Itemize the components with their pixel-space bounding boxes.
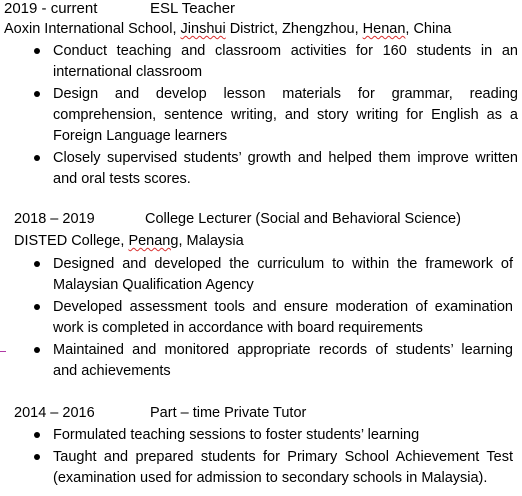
entry-2-bullet-1-line-1: Designed and developed the curriculum to within the framework of	[53, 256, 513, 272]
entry-3-bullet-2-line-1: Taught and prepared students for Primary School Achievement Test	[53, 449, 513, 465]
entry-3-role: Part – time Private Tutor	[150, 405, 307, 421]
bullet-icon	[34, 347, 40, 353]
entry-1-bullet-3-line-2: and oral tests scores.	[53, 171, 191, 187]
bullet-icon	[34, 155, 40, 161]
bullet-icon	[34, 261, 40, 267]
entry-2-bullet-1-line-2: Malaysian Qualification Agency	[53, 277, 254, 293]
entry-1-bullet-3-line-1: Closely supervised students’ growth and helped them improve written	[53, 150, 518, 166]
entry-1-role: ESL Teacher	[150, 0, 236, 17]
bullet-icon	[34, 304, 40, 310]
entry-2-bullet-3-line-2: and achievements	[53, 363, 171, 379]
entry-1-bullet-2-line-3: Foreign Language learners	[53, 128, 228, 144]
entry-2-bullet-2-line-1: Developed assessment tools and ensure moderation of examination	[53, 299, 513, 315]
bullet-icon	[34, 454, 40, 460]
entry-1-bullet-1-line-1: Conduct teaching and classroom activities for 160 students in an	[53, 43, 518, 59]
margin-mark	[0, 351, 6, 352]
entry-1-bullet-2-line-2: comprehension, sentence writing, and story writing for English as a	[53, 107, 518, 123]
entry-1-bullet-1-line-2: international classroom	[53, 64, 203, 80]
bullet-icon	[34, 48, 40, 54]
bullet-icon	[34, 91, 40, 97]
entry-2-bullet-3-line-1: Maintained and monitored appropriate records of students’ learning	[53, 342, 513, 358]
entry-2-period: 2018 – 2019	[14, 211, 95, 227]
entry-3-bullet-2-line-2: (examination used for admission to secondary schools in Malaysia).	[53, 470, 488, 486]
entry-2-role: College Lecturer (Social and Behavioral Science)	[145, 211, 461, 227]
entry-2-organization: DISTED College, Penang, Malaysia	[14, 233, 244, 249]
entry-1-bullet-2-line-1: Design and develop lesson materials for grammar, reading	[53, 86, 518, 102]
entry-1-organization: Aoxin International School, Jinshui District, Zhengzhou, Henan, China	[4, 21, 452, 37]
entry-1-period: 2019 - current	[4, 0, 98, 17]
bullet-icon	[34, 432, 40, 438]
entry-3-period: 2014 – 2016	[14, 405, 95, 421]
entry-3-bullet-1-line-1: Formulated teaching sessions to foster students’ learning	[53, 427, 420, 443]
entry-2-bullet-2-line-2: work is completed in accordance with board requirements	[53, 320, 423, 336]
